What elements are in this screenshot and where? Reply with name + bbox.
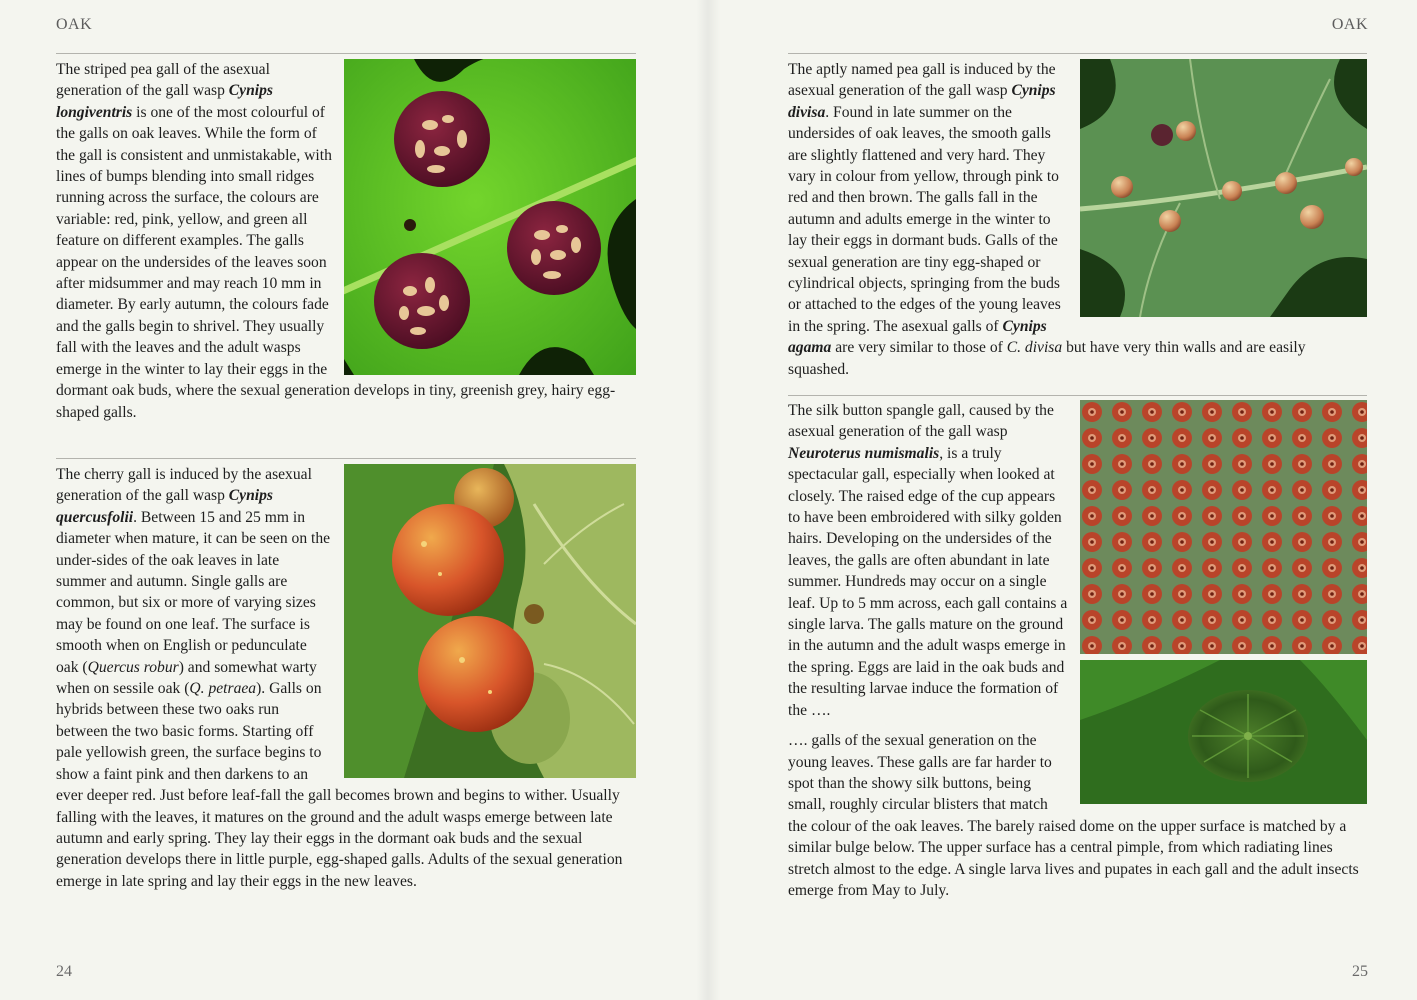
entry-cherry-gall bbox=[56, 464, 636, 892]
species-name: Quercus robur bbox=[87, 658, 179, 676]
header-rule bbox=[56, 53, 636, 54]
left-running-head: OAK bbox=[56, 16, 93, 33]
text-segment: The cherry gall is induced by the asexual generation of the gall wasp bbox=[56, 466, 312, 505]
text-segment: , is a truly spectacular gall, especially when looked at closely. The raised edge of the cup appears to have been embroidered with silky golden hairs. Developing on the undersides of the leaves, the galls are often abundant in late summer. Hundreds may occur on a single leaf. Up to 5 mm across, each gall contains a single larva. The galls mature on the ground in the autumn and the adult wasps emerge in the spring. Eggs are laid in the oak buds and the resulting larvae induce the formation of the …. bbox=[788, 444, 1068, 719]
photo-silk-button-spangle-gall bbox=[1080, 400, 1367, 804]
species-name: Cynips quercusfolii bbox=[56, 487, 273, 526]
text-segment: The aptly named pea gall is induced by the asexual generation of the gall wasp bbox=[788, 61, 1056, 100]
text-segment: ). Galls on hybrids between these two oaks run between the two basic forms. Starting off pale yellowish green, the surface begins to show a faint pink and then darkens to an ever deeper red. Just before leaf-fall the gall becomes brown and begins to wither. Usually falling with the leaves, it matures on the ground and the adult wasps emerge between late autumn and early spring. They lay their eggs in the dormant oak buds and the sexual generation develops there in little purple, egg-shaped galls. Adults of the sexual generation emerge in late spring and lay their eggs in the new leaves. bbox=[56, 680, 623, 890]
species-name: C. divisa bbox=[1006, 339, 1063, 357]
left-page-number: 24 bbox=[56, 963, 72, 980]
entry-continuation-text: …. galls of the sexual generation on the young leaves. These galls are far harder to spot than the showy silk buttons, being small, roughly circular blisters that match the colour of the oak leaves. The barely raised dome on the upper surface is matched by a similar bulge below. The upper surface has a central pimple, from which radiating lines stretch almost to the edge. A single larva lives and pupates in each gall and the adult insects emerge from May to July. bbox=[788, 732, 1359, 899]
text-segment: but have very thin walls and are easily squashed. bbox=[788, 339, 1306, 378]
text-segment: ) and somewhat warty when on sessile oak ( bbox=[56, 658, 317, 698]
text-segment: . Between 15 and 25 mm in diameter when mature, it can be seen on the under-sides of the oak leaves in late summer and autumn. Single galls are common, but six or more of varying sizes may be found on one leaf. The surface is smooth when on English or pedunculate oak ( bbox=[56, 508, 331, 676]
text-segment: is one of the most colourful of the galls on oak leaves. While the form of the gall is consistent and unmistakable, with lines of bumps blending into small ridges running across the surface, the colours are variable: red, pink, yellow, and green all feature on different examples. The galls appear on the undersides of the leaves soon after midsummer and may reach 10 mm in diameter. By early autumn, the colours fade and the galls begin to shrivel. They usually fall with the leaves and the adult wasps emerge in the winter to lay their eggs in the dormant oak buds, where the sexual generation develops in tiny, greenish grey, hairy egg-shaped galls. bbox=[56, 103, 616, 421]
species-name: Q. petraea bbox=[189, 680, 257, 698]
photo-cherry-gall bbox=[344, 464, 636, 778]
text-segment: The striped pea gall of the asexual generation of the gall wasp bbox=[56, 61, 270, 100]
entry-pea-gall bbox=[788, 59, 1367, 380]
text-segment: are very similar to those of bbox=[831, 339, 1007, 357]
right-running-head: OAK bbox=[1331, 16, 1368, 33]
text-segment: The silk button spangle gall, caused by the asexual generation of the gall wasp bbox=[788, 402, 1054, 441]
photo-pea-gall bbox=[1080, 59, 1367, 317]
right-page-number: 25 bbox=[1352, 963, 1368, 980]
entry-striped-pea-gall bbox=[56, 59, 636, 423]
text-segment: . Found in late summer on the undersides of oak leaves, the smooth galls are slightly flattened and very hard. They vary in colour from yellow, through pink to red and then brown. The galls fall in the autumn and adults emerge in the winter to lay their eggs in dormant buds. Galls of the sexual generation are tiny egg-shaped or cylindrical objects, springing from the buds or attached to the edges of the young leaves in the spring. The asexual galls of bbox=[788, 103, 1061, 335]
species-name: Cynips longiventris bbox=[56, 82, 273, 121]
species-name: Cynips divisa bbox=[788, 82, 1056, 121]
species-name: Neuroterus numismalis bbox=[788, 444, 940, 462]
left-page bbox=[0, 0, 708, 1000]
section-rule bbox=[56, 458, 636, 459]
photo-striped-pea-gall bbox=[344, 59, 636, 375]
species-name: Cynips agama bbox=[788, 317, 1047, 357]
entry-silk-button-spangle-gall bbox=[788, 400, 1367, 901]
header-rule bbox=[788, 53, 1367, 54]
section-rule bbox=[788, 395, 1367, 396]
right-page bbox=[708, 0, 1417, 1000]
